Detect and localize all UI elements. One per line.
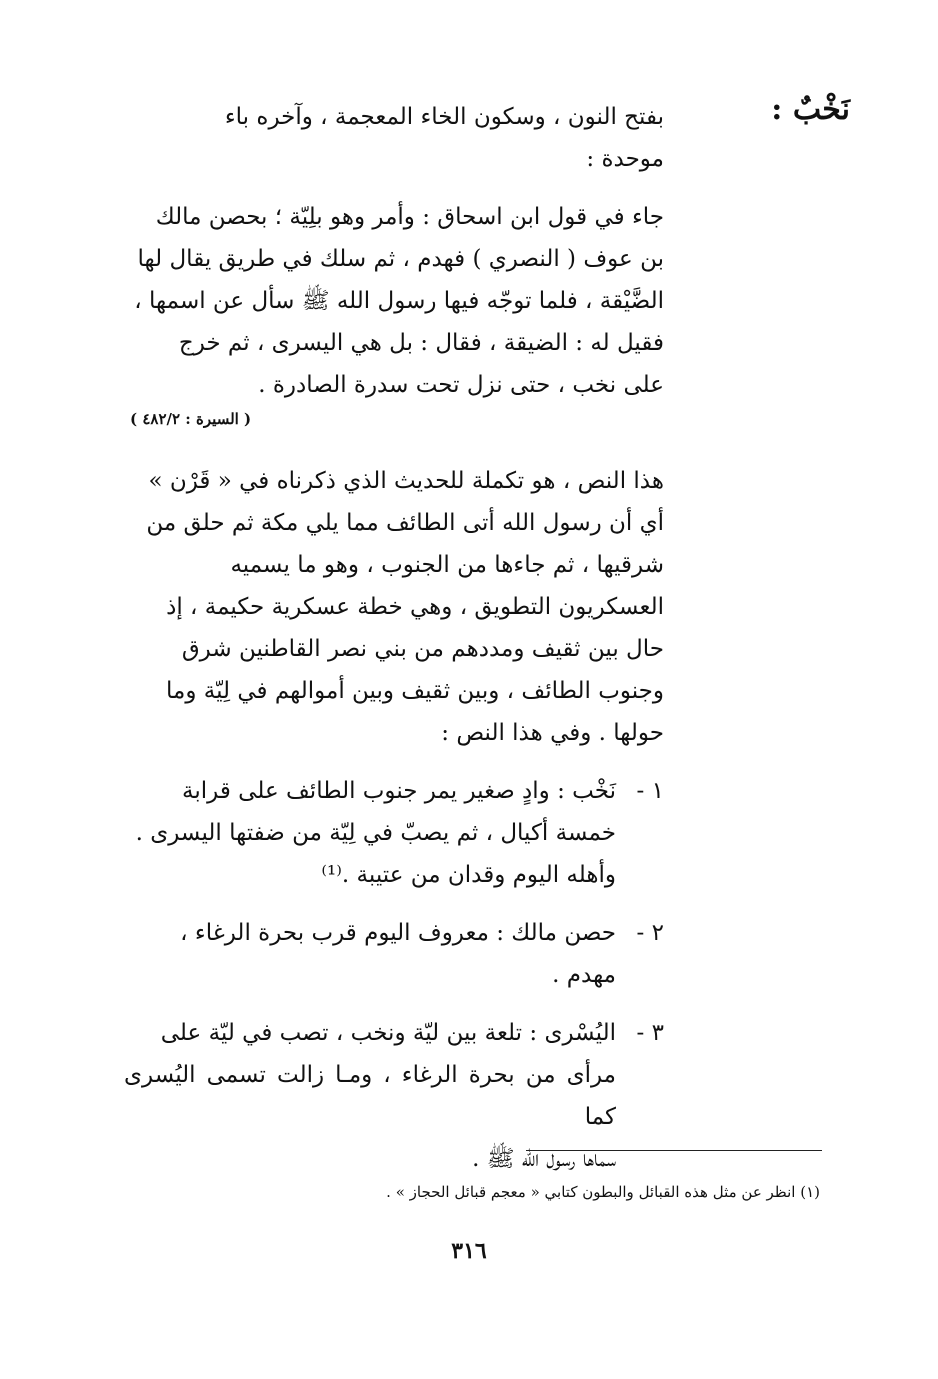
text-line: جاء في قول ابن اسحاق : وأمر وهو بلِيّة ؛ بحصن مالك xyxy=(155,204,664,230)
text-line: موحدة : xyxy=(586,146,664,172)
text-line: حال بين ثقيف ومددهم من بني نصر القاطنين شرق xyxy=(181,636,664,662)
text-line: مهدم . xyxy=(552,962,616,988)
text-line: حولها . وفي هذا النص : xyxy=(441,720,664,746)
entry-headword: نَخْبٌ : xyxy=(771,92,850,127)
list-item-number: ١ - xyxy=(636,778,664,804)
list-item-text xyxy=(124,912,616,996)
text-line: شرقيها ، ثم جاءها من الجنوب ، وهو ما يسميه xyxy=(230,552,664,578)
entry-commentary xyxy=(124,460,664,754)
text-line: وجنوب الطائف ، وبين ثقيف وبين أموالهم في لِيّة وما xyxy=(166,678,664,704)
entry-intro xyxy=(124,96,664,180)
text-line: خمسة أكيال ، ثم يصبّ في لِيّة من ضفتها اليسرى . xyxy=(135,820,616,846)
text-line: هذا النص ، هو تكملة للحديث الذي ذكرناه في « قَرْن » xyxy=(148,468,664,494)
text-line: حصن مالك : معروف اليوم قرب بحرة الرغاء ، xyxy=(180,920,616,946)
text-line: اليُسْرى : تلعة بين ليّة ونخب ، تصب في ليّة على xyxy=(160,1020,616,1046)
footnote: (١) انظر عن مثل هذه القبائل والبطون كتابي « معجم قبائل الحجاز » . xyxy=(386,1183,820,1201)
text-line: على نخب ، حتى نزل تحت سدرة الصادرة . xyxy=(258,372,664,398)
text-line: العسكريون التطويق ، وهي خطة عسكرية حكيمة ، إذ xyxy=(166,594,664,620)
list-item-number: ٣ - xyxy=(636,1020,664,1046)
numbered-list xyxy=(124,770,664,1196)
list-item-number: ٢ - xyxy=(636,920,664,946)
text-line: أي أن رسول الله أتى الطائف مما يلي مكة ثم حلق من xyxy=(146,510,664,536)
text-line: فقيل له : الضيقة ، فقال : بل هي اليسرى ، ثم خرج xyxy=(178,330,664,356)
source-citation: ( السيرة : ٤٨٢/٢ ) xyxy=(130,410,252,428)
text-line: بن عوف ( النصري ) فهدم ، ثم سلك في طريق يقال لها xyxy=(137,246,664,272)
list-item-text xyxy=(124,770,616,896)
footnote-divider xyxy=(526,1150,822,1151)
text-line: الضَّيْقة ، فلما توجّه فيها رسول الله ﷺ سأل عن اسمها ، xyxy=(134,288,664,314)
list-item-text xyxy=(124,1012,616,1180)
text-line: مرأى من بحرة الرغاء ، ومـا زالت تسمى اليُسرى كما xyxy=(124,1062,616,1130)
list-item xyxy=(124,770,664,896)
list-item xyxy=(124,912,664,996)
list-item xyxy=(124,1012,664,1180)
page-number: ٣١٦ xyxy=(451,1238,487,1264)
text-line: وأهله اليوم وقدان من عتيبة .⁽¹⁾ xyxy=(321,862,616,888)
text-line: سماها رسول الله ﷺ . xyxy=(472,1146,616,1172)
text-line: بفتح النون ، وسكون الخاء المعجمة ، وآخره باء xyxy=(224,104,664,130)
text-line: نَخْب : وادٍ صغير يمر جنوب الطائف على قرابة xyxy=(182,778,616,804)
entry-quote xyxy=(124,196,664,406)
